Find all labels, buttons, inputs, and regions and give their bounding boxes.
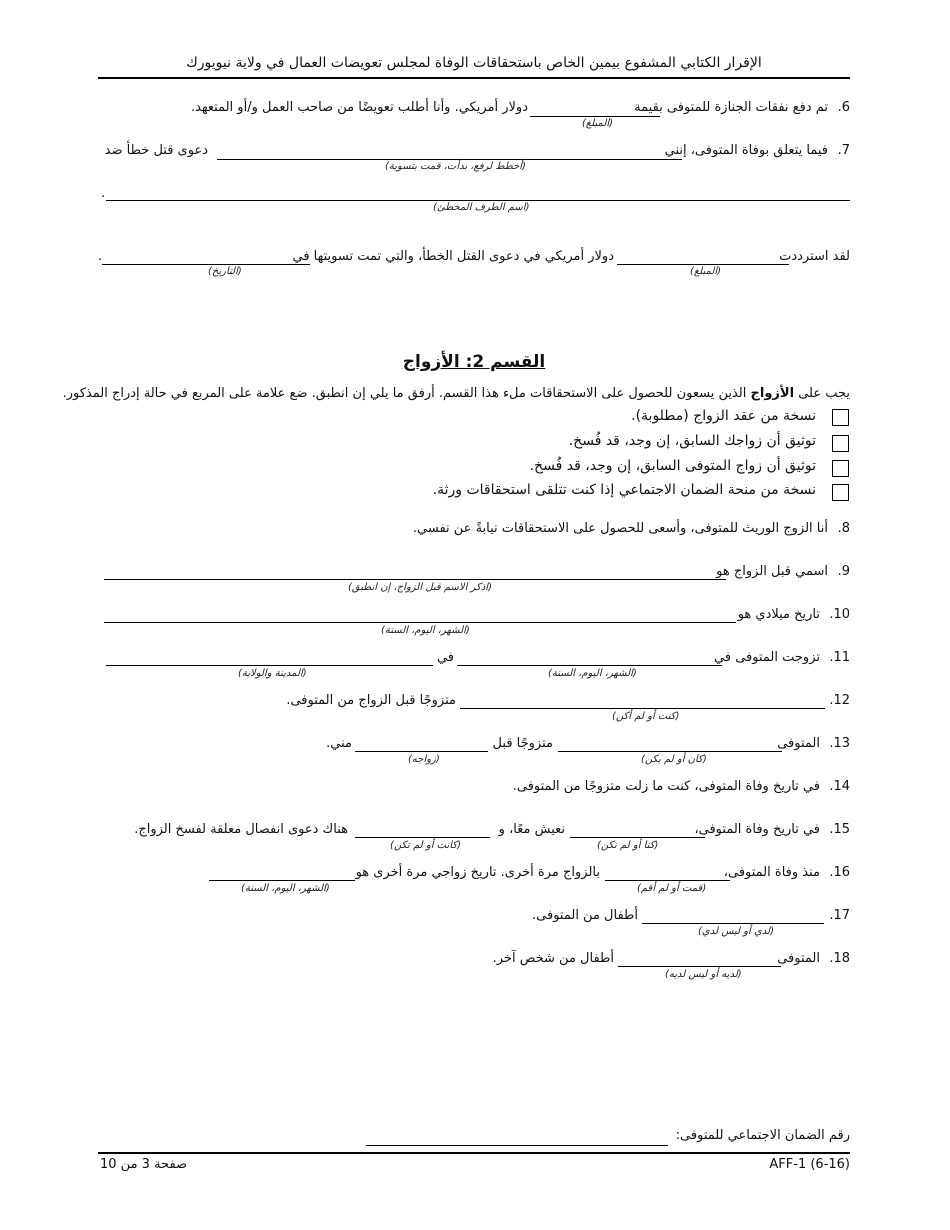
item-15-pending-action-field[interactable] [355, 837, 490, 838]
item-18-text-b: أطفال من شخص آخر. [492, 951, 614, 966]
item-9-maiden-name-field[interactable] [104, 579, 726, 580]
item-17-text-b: أطفال من المتوفى. [532, 908, 638, 923]
recovered-date-field[interactable] [102, 264, 310, 265]
item-18-text-a: المتوفى [777, 951, 820, 966]
item-7-party-caption: (اسم الطرف المخطئ) [433, 202, 530, 213]
checklist-item-2: توثيق أن زواجك السابق، إن وجد، قد فُسخ. [568, 433, 816, 449]
item-15-pending-caption: (كانت أو لم تكن) [390, 840, 461, 851]
item-15-lived-caption: (كنا أو لم نكن) [597, 840, 659, 851]
section-2-intro: يجب على الأزواج الذين يسعون للحصول على الاستحقاقات ملء هذا القسم. أرفق ما يلي إن انطبق. ضع علامة على المربع في حالة إدراج المذكور. [62, 386, 850, 401]
recovered-text-a: لقد استرددت [779, 249, 850, 264]
checkbox-prior-marriage-dissolved[interactable] [832, 435, 849, 452]
item-8-number: 8. [837, 521, 850, 536]
item-11-text-b: في [436, 650, 454, 665]
item-9-text: اسمي قبل الزواج هو [716, 564, 828, 579]
ssn-label: رقم الضمان الاجتماعي للمتوفى: [675, 1128, 850, 1143]
item-7-action-caption: (أخطط لرفع، بدأت، قمت بتسوية) [385, 161, 526, 172]
item-17-caption: (لدي أو ليس لدي) [698, 926, 775, 937]
header-rule [98, 77, 850, 79]
item-6-text-b: دولار أمريكي. وأنا أطلب تعويضًا من صاحب العمل و/أو المتعهد. [190, 100, 528, 115]
checkbox-marriage-certificate[interactable] [832, 409, 849, 426]
recovered-text-b: دولار أمريكي في دعوى القتل الخطأ، والتي تمت تسويتها في [292, 249, 614, 264]
item-18-number: 18. [829, 951, 850, 966]
item-13-text-b: متزوجًا قبل [492, 736, 553, 751]
recovered-date-caption: (التاريخ) [208, 266, 242, 277]
item-13-status-caption: (كان أو لم يكن) [641, 754, 707, 765]
item-11-city-state-field[interactable] [106, 665, 433, 666]
ssn-field[interactable] [366, 1145, 668, 1146]
item-17-children-field[interactable] [642, 923, 824, 924]
item-15-number: 15. [829, 822, 850, 837]
item-7-period: . [101, 186, 106, 201]
footer-rule [98, 1152, 850, 1154]
item-12-caption: (كنت أو لم أكن) [612, 711, 680, 722]
form-id: AFF-1 (6-16) [769, 1157, 850, 1172]
item-16-date-caption: (الشهر، اليوم، السنة) [241, 883, 330, 894]
item-10-caption: (الشهر، اليوم، السنة) [381, 625, 470, 636]
item-12-number: 12. [829, 693, 850, 708]
item-11-date-caption: (الشهر، اليوم، السنة) [548, 668, 637, 679]
item-10-text: تاريخ ميلادي هو [737, 607, 820, 622]
item-6-text-a: تم دفع نفقات الجنازة للمتوفى بقيمة [634, 100, 828, 115]
item-13-marriage-caption: (زواجه) [408, 754, 440, 765]
item-6-amount-caption: (المبلغ) [582, 118, 614, 129]
checklist-item-4: نسخة من منحة الضمان الاجتماعي إذا كنت تتلقى استحقاقات ورثة. [432, 482, 816, 498]
checkbox-social-security-award[interactable] [832, 484, 849, 501]
item-11-marriage-date-field[interactable] [457, 665, 722, 666]
item-7-text-a: فيما يتعلق بوفاة المتوفى، إنني [664, 143, 828, 158]
item-16-number: 16. [829, 865, 850, 880]
item-16-remarried-field[interactable] [605, 880, 730, 881]
item-11-place-caption: (المدينة والولاية) [238, 668, 307, 679]
item-11-number: 11. [829, 650, 850, 665]
section-2-intro-bold: الأزواج [750, 386, 795, 401]
item-18-caption: (لديه أو ليس لديه) [665, 969, 742, 980]
checklist-item-3: توثيق أن زواج المتوفى السابق، إن وجد، قد فُسخ. [529, 458, 816, 474]
recovered-period: . [98, 249, 103, 264]
item-15-text-c: هناك دعوى انفصال معلقة لفسخ الزواج. [134, 822, 348, 837]
item-16-text-b: بالزواج مرة أخرى. تاريخ زواجي مرة أخرى هو [355, 865, 600, 880]
item-11-text-a: تزوجت المتوفى في [714, 650, 820, 665]
item-12-text-b: متزوجًا قبل الزواج من المتوفى. [286, 693, 456, 708]
item-13-text-a: المتوفى [777, 736, 820, 751]
item-17-number: 17. [829, 908, 850, 923]
checklist-item-1: نسخة من عقد الزواج (مطلوبة). [631, 408, 816, 424]
item-8-text: أنا الزوج الوريث للمتوفى، وأسعى للحصول على الاستحقاقات نيابةً عن نفسي. [412, 521, 828, 536]
item-16-remarried-caption: (قمت أو لم أقم) [637, 883, 707, 894]
item-12-status-field[interactable] [460, 708, 825, 709]
item-13-number: 13. [829, 736, 850, 751]
item-13-text-c: مني. [326, 736, 352, 751]
page-number: صفحة 3 من 10 [100, 1157, 188, 1172]
page-header-title: الإقرار الكتابي المشفوع بيمين الخاص باستحقاقات الوفاة لمجلس تعويضات العمال في ولاية نيويورك [186, 55, 762, 71]
item-7-party-field[interactable] [106, 200, 850, 201]
item-9-caption: (اذكر الاسم قبل الزواج، إن انطبق) [348, 582, 492, 593]
item-16-text-a: منذ وفاة المتوفى، [723, 865, 820, 880]
item-13-marriage-field[interactable] [355, 751, 488, 752]
item-13-status-field[interactable] [558, 751, 782, 752]
recovered-amount-field[interactable] [617, 264, 789, 265]
section-2-title: القسم 2: الأزواج [402, 352, 546, 372]
item-7-action-field[interactable] [217, 159, 682, 160]
checkbox-deceased-prior-marriage[interactable] [832, 460, 849, 477]
item-18-children-field[interactable] [618, 966, 781, 967]
item-16-remarriage-date-field[interactable] [209, 880, 355, 881]
item-14-text: في تاريخ وفاة المتوفى، كنت ما زلت متزوجًا من المتوفى. [512, 779, 820, 794]
item-9-number: 9. [837, 564, 850, 579]
item-7-text-b: دعوى قتل خطأ ضد [104, 143, 208, 158]
item-6-amount-field[interactable] [530, 116, 660, 117]
item-15-text-b: نعيش معًا، و [498, 822, 565, 837]
item-14-number: 14. [829, 779, 850, 794]
item-6-number: 6. [837, 100, 850, 115]
item-15-text-a: في تاريخ وفاة المتوفى، [694, 822, 820, 837]
item-10-number: 10. [829, 607, 850, 622]
item-10-birthdate-field[interactable] [104, 622, 736, 623]
item-7-number: 7. [837, 143, 850, 158]
item-15-lived-together-field[interactable] [570, 837, 705, 838]
recovered-amount-caption: (المبلغ) [690, 266, 722, 277]
